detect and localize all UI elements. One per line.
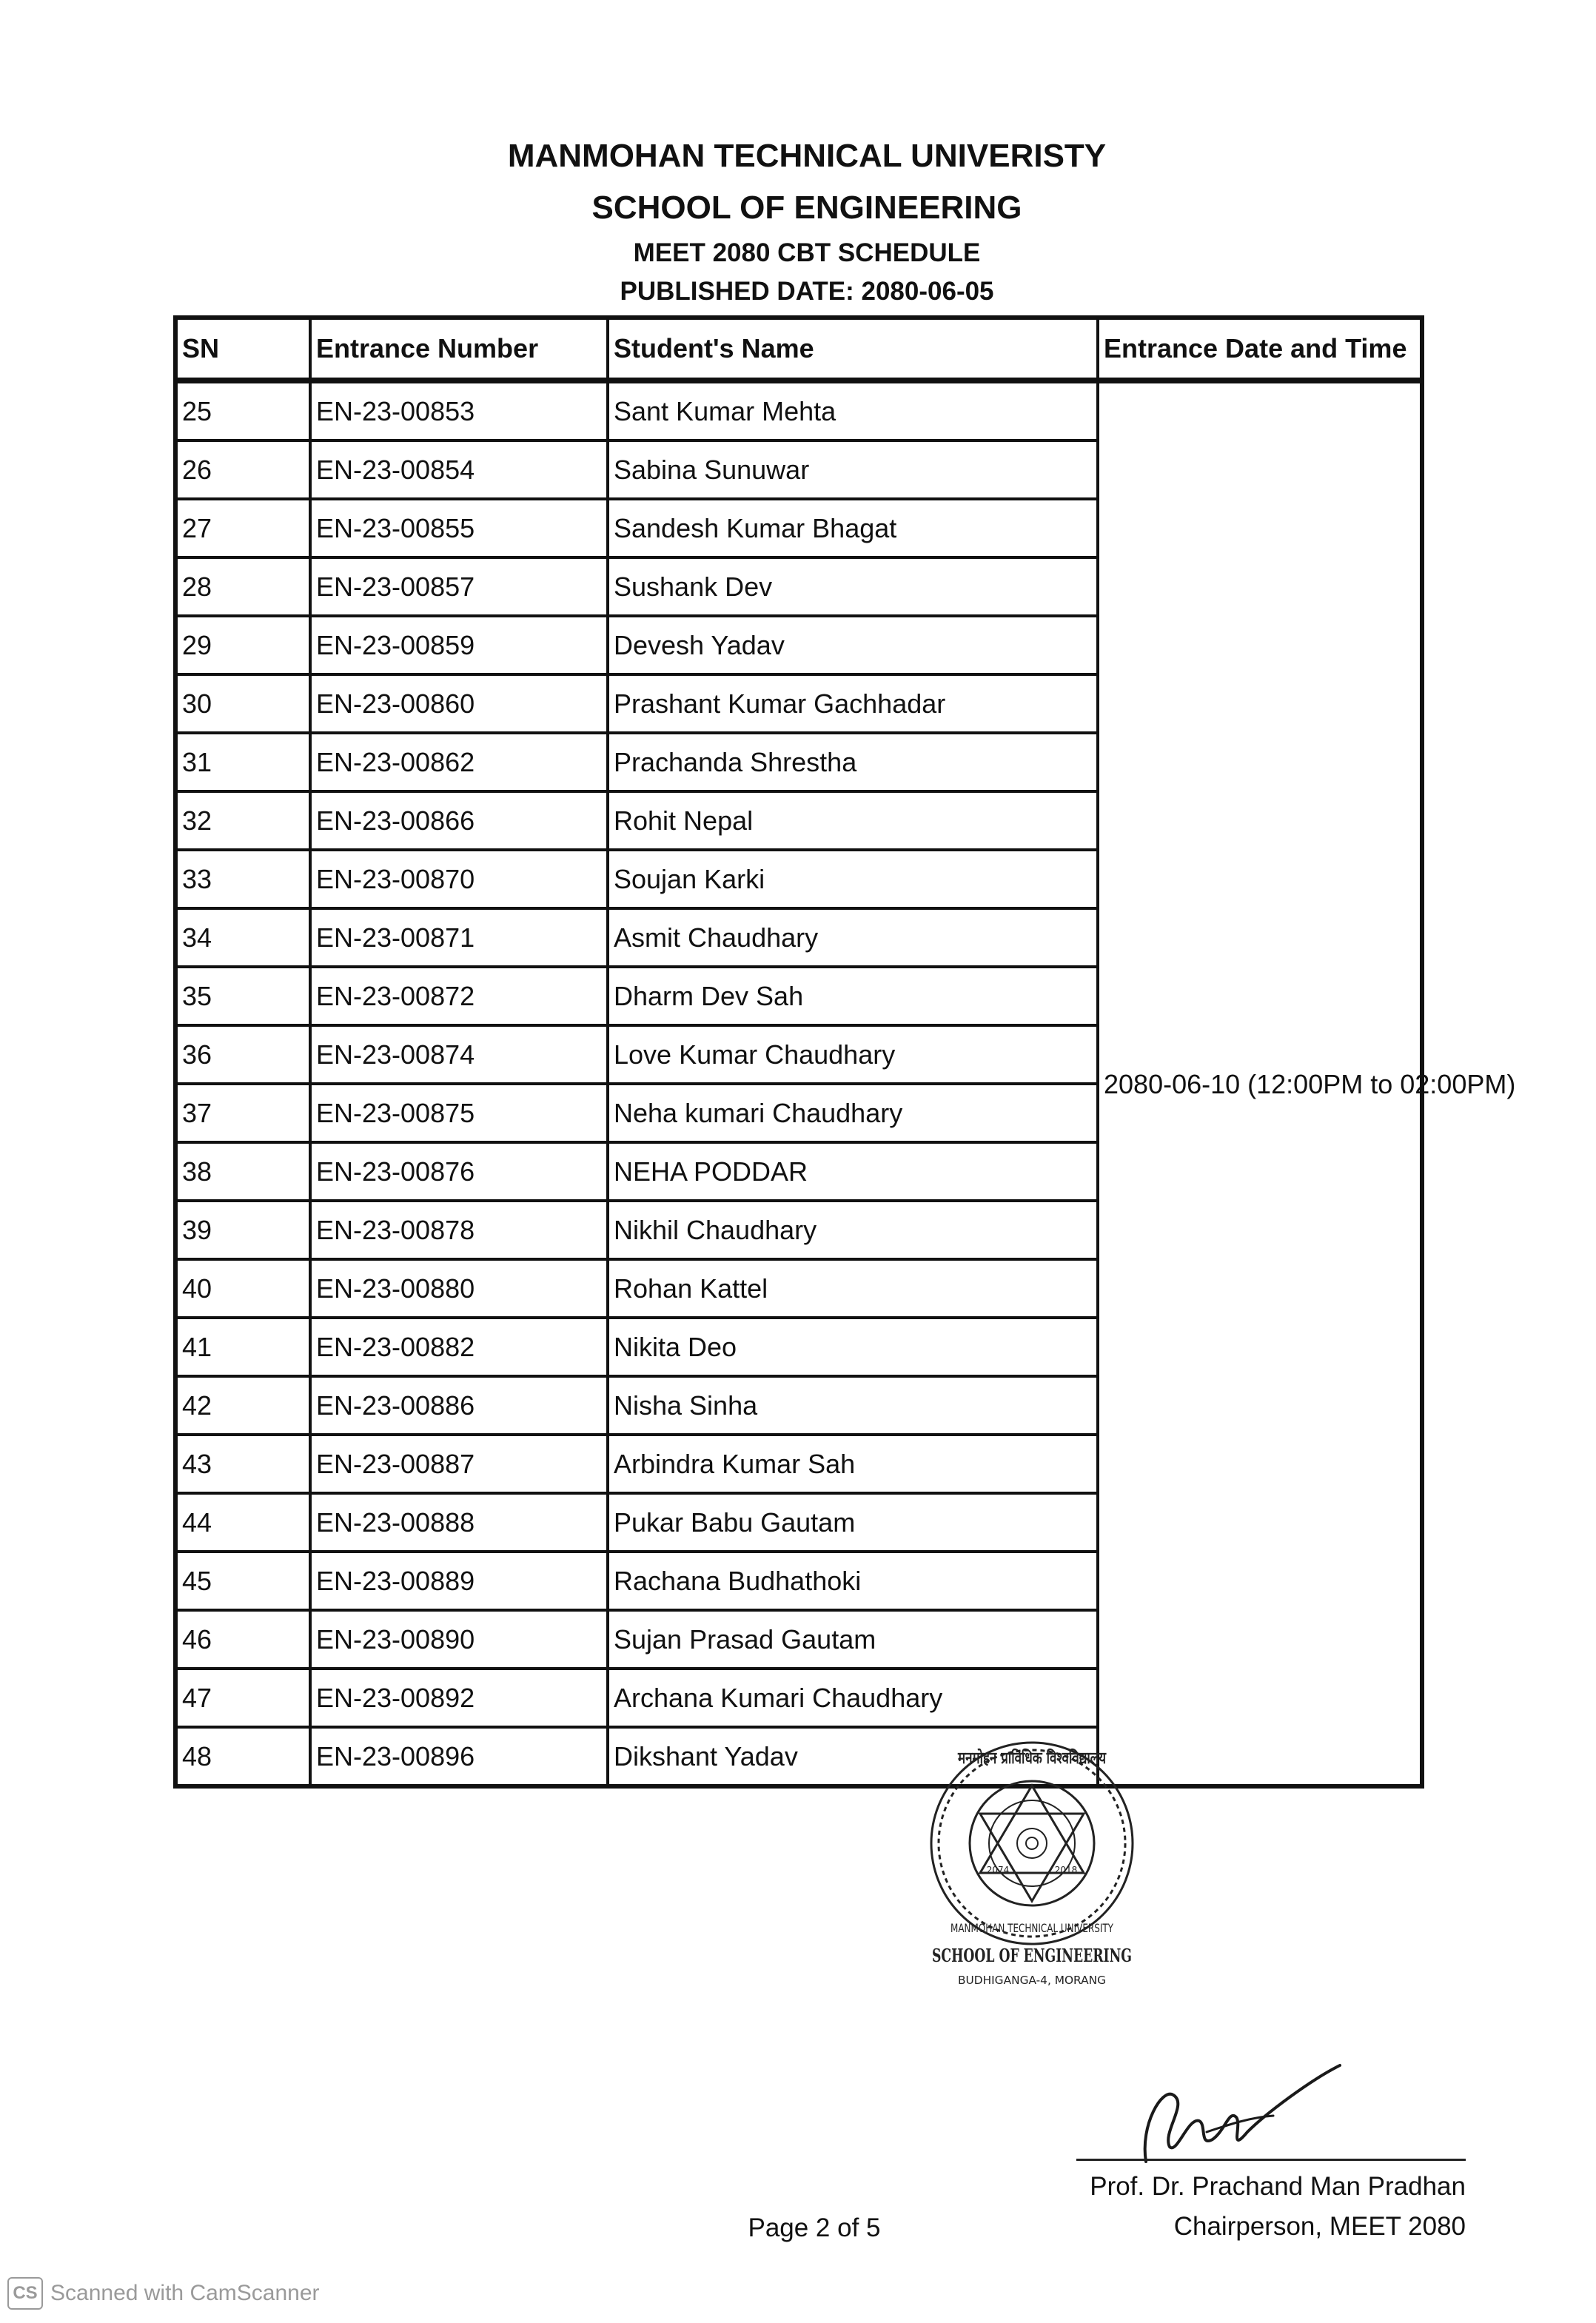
cell-sn: 47 bbox=[175, 1669, 310, 1727]
cell-entrance-number: EN-23-00870 bbox=[310, 850, 608, 908]
seal-school-text: SCHOOL OF ENGINEERING bbox=[932, 1945, 1132, 1966]
cell-sn: 26 bbox=[175, 440, 310, 499]
schedule-title: MEET 2080 CBT SCHEDULE bbox=[633, 238, 981, 267]
cell-sn: 44 bbox=[175, 1493, 310, 1552]
column-header-entrance-date-time: Entrance Date and Time bbox=[1098, 318, 1422, 381]
seal-year-left: 2074 bbox=[986, 1865, 1010, 1875]
cell-entrance-number: EN-23-00862 bbox=[310, 733, 608, 791]
scanner-watermark bbox=[7, 2277, 320, 2310]
signatory-name: Prof. Dr. Prachand Man Pradhan bbox=[1090, 2172, 1466, 2201]
table-header-row bbox=[175, 318, 1422, 381]
cell-entrance-number: EN-23-00853 bbox=[310, 381, 608, 440]
camscanner-icon: CS bbox=[7, 2277, 43, 2310]
cell-sn: 32 bbox=[175, 791, 310, 850]
signatory-role: Chairperson, MEET 2080 bbox=[1173, 2212, 1466, 2241]
cell-student-name: Rachana Budhathoki bbox=[608, 1552, 1098, 1610]
cell-entrance-number: EN-23-00888 bbox=[310, 1493, 608, 1552]
cell-entrance-number: EN-23-00887 bbox=[310, 1435, 608, 1493]
cell-entrance-number: EN-23-00871 bbox=[310, 908, 608, 967]
cell-sn: 39 bbox=[175, 1201, 310, 1259]
cell-student-name: Dikshant Yadav bbox=[608, 1727, 1098, 1786]
cell-entrance-number: EN-23-00857 bbox=[310, 557, 608, 616]
cell-entrance-number: EN-23-00896 bbox=[310, 1727, 608, 1786]
cell-sn: 33 bbox=[175, 850, 310, 908]
cell-student-name: Devesh Yadav bbox=[608, 616, 1098, 674]
cell-student-name: Pukar Babu Gautam bbox=[608, 1493, 1098, 1552]
cell-sn: 46 bbox=[175, 1610, 310, 1669]
cell-sn: 29 bbox=[175, 616, 310, 674]
cell-sn: 30 bbox=[175, 674, 310, 733]
cell-entrance-number: EN-23-00876 bbox=[310, 1142, 608, 1201]
cell-sn: 31 bbox=[175, 733, 310, 791]
cell-student-name: Dharm Dev Sah bbox=[608, 967, 1098, 1025]
schedule-table bbox=[173, 315, 1516, 1789]
cell-entrance-number: EN-23-00874 bbox=[310, 1025, 608, 1084]
cell-sn: 48 bbox=[175, 1727, 310, 1786]
cell-entrance-number: EN-23-00889 bbox=[310, 1552, 608, 1610]
cell-entrance-number: EN-23-00892 bbox=[310, 1669, 608, 1727]
cell-student-name: Sabina Sunuwar bbox=[608, 440, 1098, 499]
seal-place-text: BUDHIGANGA-4, MORANG bbox=[958, 1974, 1106, 1987]
cell-sn: 37 bbox=[175, 1084, 310, 1142]
cell-sn: 36 bbox=[175, 1025, 310, 1084]
seal-english-text: MANMOHAN TECHNICAL UNIVERSITY bbox=[950, 1921, 1114, 1935]
cell-sn: 42 bbox=[175, 1376, 310, 1435]
cell-student-name: Nisha Sinha bbox=[608, 1376, 1098, 1435]
cell-student-name: Soujan Karki bbox=[608, 850, 1098, 908]
handwritten-signature bbox=[1118, 2043, 1355, 2176]
school-seal-stamp bbox=[921, 1732, 1151, 1999]
cell-student-name: Sujan Prasad Gautam bbox=[608, 1610, 1098, 1669]
table-body bbox=[175, 381, 1516, 1786]
cell-sn: 28 bbox=[175, 557, 310, 616]
cell-student-name: Prachanda Shrestha bbox=[608, 733, 1098, 791]
cell-sn: 45 bbox=[175, 1552, 310, 1610]
cell-sn: 35 bbox=[175, 967, 310, 1025]
cell-student-name: Rohit Nepal bbox=[608, 791, 1098, 850]
cell-student-name: Archana Kumari Chaudhary bbox=[608, 1669, 1098, 1727]
cell-sn: 40 bbox=[175, 1259, 310, 1318]
cell-entrance-number: EN-23-00878 bbox=[310, 1201, 608, 1259]
cell-entrance-number: EN-23-00890 bbox=[310, 1610, 608, 1669]
cell-entrance-number: EN-23-00872 bbox=[310, 967, 608, 1025]
cell-entrance-number: EN-23-00886 bbox=[310, 1376, 608, 1435]
cell-student-name: Sushank Dev bbox=[608, 557, 1098, 616]
cell-sn: 27 bbox=[175, 499, 310, 557]
column-header-student-name: Student's Name bbox=[608, 318, 1098, 381]
table-row bbox=[175, 381, 1422, 440]
column-header-entrance-number: Entrance Number bbox=[310, 318, 608, 381]
cell-student-name: Sant Kumar Mehta bbox=[608, 381, 1098, 440]
cell-entrance-number: EN-23-00855 bbox=[310, 499, 608, 557]
seal-year-right: 2018 bbox=[1054, 1865, 1078, 1875]
cell-sn: 38 bbox=[175, 1142, 310, 1201]
cell-sn: 34 bbox=[175, 908, 310, 967]
cell-entrance-number: EN-23-00875 bbox=[310, 1084, 608, 1142]
scanner-watermark-text: Scanned with CamScanner bbox=[50, 2281, 320, 2305]
cell-entrance-number: EN-23-00882 bbox=[310, 1318, 608, 1376]
cell-student-name: Neha kumari Chaudhary bbox=[608, 1084, 1098, 1142]
page-number: Page 2 of 5 bbox=[748, 2213, 881, 2242]
cell-student-name: Asmit Chaudhary bbox=[608, 908, 1098, 967]
signature-line bbox=[1076, 2159, 1466, 2161]
cell-entrance-number: EN-23-00866 bbox=[310, 791, 608, 850]
column-header-sn: SN bbox=[175, 318, 310, 381]
cell-student-name: Nikita Deo bbox=[608, 1318, 1098, 1376]
cell-sn: 25 bbox=[175, 381, 310, 440]
cell-student-name: Love Kumar Chaudhary bbox=[608, 1025, 1098, 1084]
cell-student-name: Arbindra Kumar Sah bbox=[608, 1435, 1098, 1493]
published-date: PUBLISHED DATE: 2080-06-05 bbox=[620, 277, 994, 306]
school-title: SCHOOL OF ENGINEERING bbox=[591, 190, 1022, 226]
cell-entrance-number: EN-23-00880 bbox=[310, 1259, 608, 1318]
cell-entrance-number: EN-23-00860 bbox=[310, 674, 608, 733]
cell-student-name: Nikhil Chaudhary bbox=[608, 1201, 1098, 1259]
cell-entrance-date-time: 2080-06-10 (12:00PM to 02:00PM) bbox=[1098, 381, 1422, 1786]
cell-student-name: NEHA PODDAR bbox=[608, 1142, 1098, 1201]
cell-sn: 41 bbox=[175, 1318, 310, 1376]
cell-student-name: Prashant Kumar Gachhadar bbox=[608, 674, 1098, 733]
cell-sn: 43 bbox=[175, 1435, 310, 1493]
cell-entrance-number: EN-23-00859 bbox=[310, 616, 608, 674]
cell-student-name: Rohan Kattel bbox=[608, 1259, 1098, 1318]
cell-entrance-number: EN-23-00854 bbox=[310, 440, 608, 499]
university-title: MANMOHAN TECHNICAL UNIVERISTY bbox=[507, 138, 1107, 174]
cell-student-name: Sandesh Kumar Bhagat bbox=[608, 499, 1098, 557]
seal-devanagari-text: मनमोहन प्राविधिक विश्वविद्यालय bbox=[958, 1749, 1151, 1768]
